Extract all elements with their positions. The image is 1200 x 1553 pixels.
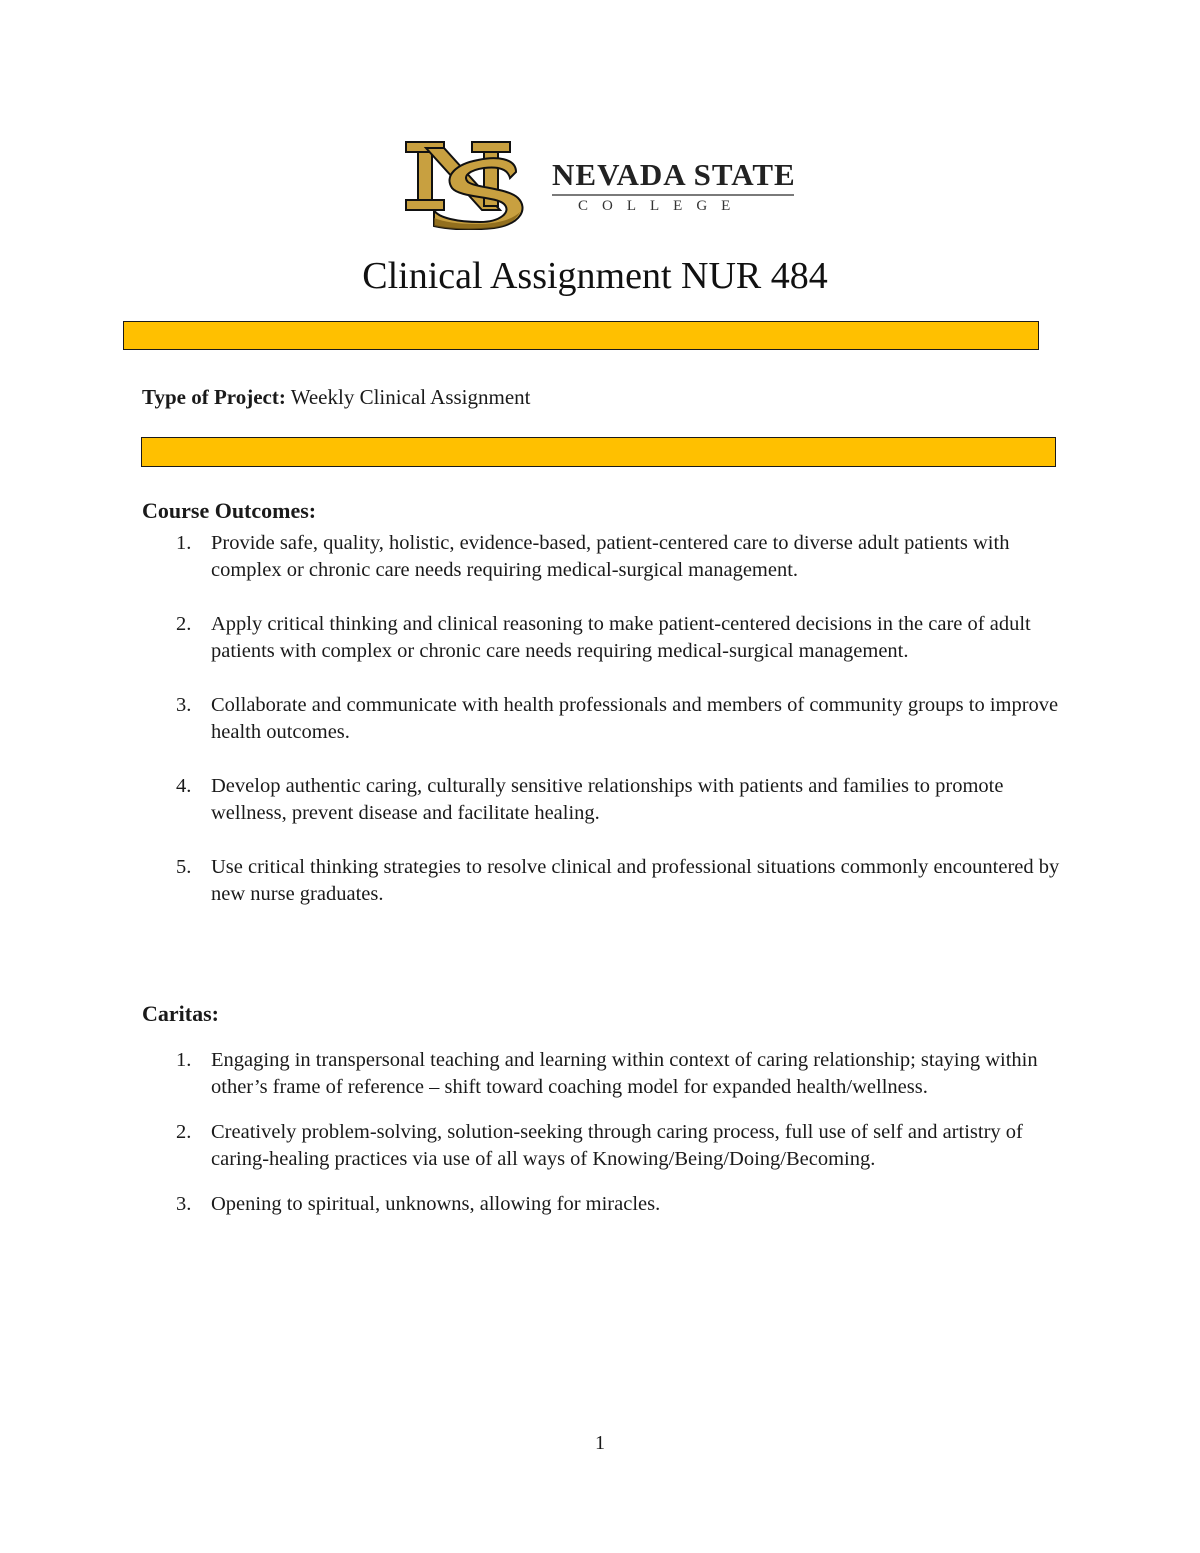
ns-monogram-icon (404, 138, 528, 230)
list-item-text: Opening to spiritual, unknowns, allowing for miracles. (211, 1193, 661, 1215)
list-item (142, 611, 1072, 665)
list-item-number: 5. (176, 856, 192, 878)
list-item-number: 2. (176, 613, 192, 635)
logo-wordmark (552, 158, 796, 215)
gold-divider-bar-2 (141, 437, 1056, 467)
course-outcomes-heading: Course Outcomes: (142, 498, 317, 523)
logo-wordmark-rule (552, 194, 794, 196)
course-outcomes-list (142, 530, 1072, 935)
list-item-text: Engaging in transpersonal teaching and learning within context of caring relationship; staying within other’s frame of reference – shift toward coaching model for expanded health/wellness. (211, 1049, 1038, 1098)
caritas-heading: Caritas: (142, 1001, 219, 1026)
page-number: 1 (595, 1432, 605, 1454)
list-item-number: 1. (176, 1049, 192, 1071)
logo-wordmark-line1: NEVADA STATE (552, 157, 796, 192)
list-item-text: Provide safe, quality, holistic, evidence-based, patient-centered care to diverse adult patients with complex or chronic care needs requiring medical-surgical management. (211, 532, 1010, 581)
list-item (142, 1119, 1072, 1173)
list-item (142, 854, 1072, 908)
list-item-text: Develop authentic caring, culturally sensitive relationships with patients and families to promote wellness, prevent disease and facilitate healing. (211, 775, 1004, 824)
project-type-value: Weekly Clinical Assignment (290, 385, 531, 409)
list-item (142, 1047, 1072, 1101)
list-item-number: 3. (176, 694, 192, 716)
list-item-text: Collaborate and communicate with health professionals and members of community groups to improve health outcomes. (211, 694, 1059, 743)
list-item-text: Creatively problem-solving, solution-seeking through caring process, full use of self and artistry of caring-healing practices via use of all ways of Knowing/Being/Doing/Becoming. (211, 1121, 1023, 1170)
list-item-number: 4. (176, 775, 192, 797)
list-item-number: 3. (176, 1193, 192, 1215)
project-type-line (142, 383, 531, 411)
list-item-text: Use critical thinking strategies to resolve clinical and professional situations commonly encountered by new nurse graduates. (211, 856, 1060, 905)
list-item (142, 692, 1072, 746)
logo-wordmark-line2: COLLEGE (578, 198, 745, 214)
document-title: Clinical Assignment NUR 484 (362, 255, 828, 297)
nevada-state-college-logo (404, 138, 796, 234)
list-item-number: 1. (176, 532, 192, 554)
list-item (142, 773, 1072, 827)
caritas-list (142, 1047, 1072, 1236)
list-item (142, 1191, 1072, 1218)
gold-divider-bar-1 (123, 321, 1039, 350)
list-item (142, 530, 1072, 584)
project-type-label: Type of Project: (142, 385, 286, 409)
list-item-number: 2. (176, 1121, 192, 1143)
list-item-text: Apply critical thinking and clinical reasoning to make patient-centered decisions in the care of adult patients with complex or chronic care needs requiring medical-surgical management. (211, 613, 1031, 662)
